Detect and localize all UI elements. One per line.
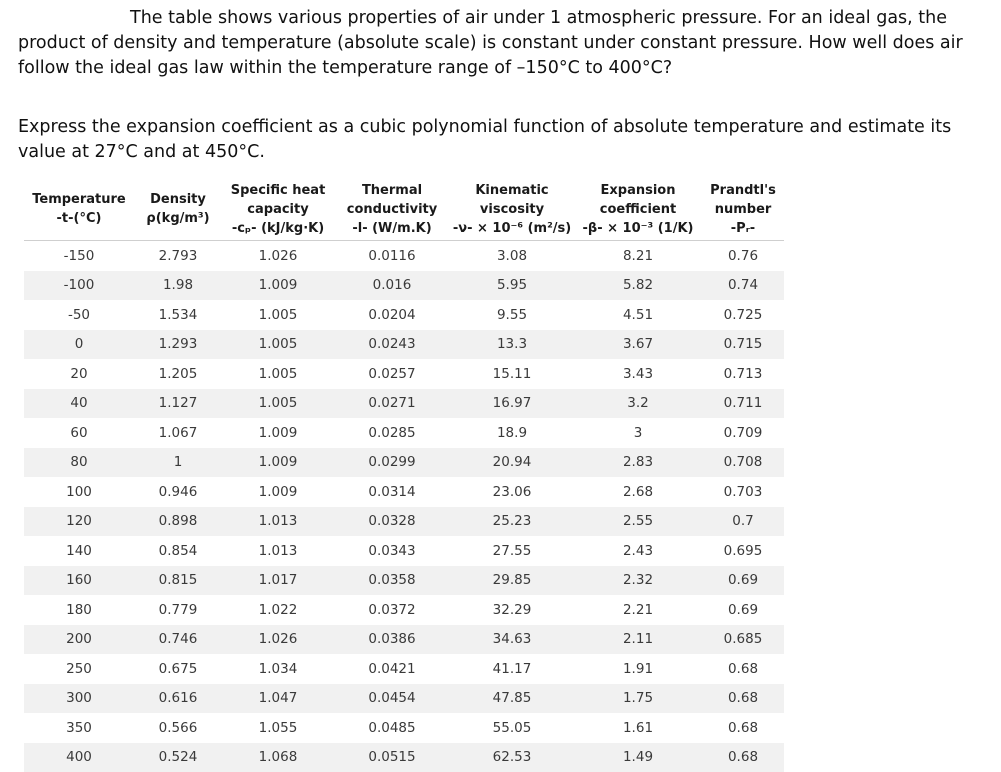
cell-specific-heat: 1.013 xyxy=(222,536,334,566)
table-row xyxy=(24,359,784,389)
cell-specific-heat: 1.009 xyxy=(222,271,334,301)
cell-density: 0.566 xyxy=(134,713,222,743)
column-header-line: -ν- × 10⁻⁶ (m²/s) xyxy=(450,219,574,238)
cell-density: 1.067 xyxy=(134,418,222,448)
cell-prandtl-number: 0.685 xyxy=(702,625,784,655)
cell-thermal-conductivity: 0.0372 xyxy=(334,595,450,625)
cell-density: 0.675 xyxy=(134,654,222,684)
cell-specific-heat: 1.026 xyxy=(222,625,334,655)
cell-kinematic-viscosity: 9.55 xyxy=(450,300,574,330)
column-header-line: -cₚ- (kJ/kg·K) xyxy=(222,219,334,238)
cell-density: 0.524 xyxy=(134,743,222,772)
cell-prandtl-number: 0.68 xyxy=(702,713,784,743)
cell-temperature: 160 xyxy=(24,566,134,596)
cell-prandtl-number: 0.68 xyxy=(702,654,784,684)
cell-density: 0.746 xyxy=(134,625,222,655)
cell-thermal-conductivity: 0.0285 xyxy=(334,418,450,448)
cell-temperature: 20 xyxy=(24,359,134,389)
cell-thermal-conductivity: 0.0485 xyxy=(334,713,450,743)
table-row xyxy=(24,743,784,772)
question-paragraph-1: The table shows various properties of air under 1 atmospheric pressure. For an ideal gas, the product of density and temperature (absolute scale) is constant under constant pressure. How well does air follow the ideal gas law within the temperature range of –150°C to 400°C? xyxy=(18,6,984,81)
column-header-line: Temperature xyxy=(24,190,134,209)
table-row xyxy=(24,595,784,625)
cell-prandtl-number: 0.76 xyxy=(702,241,784,271)
cell-specific-heat: 1.055 xyxy=(222,713,334,743)
table-row xyxy=(24,625,784,655)
cell-specific-heat: 1.005 xyxy=(222,359,334,389)
table-row xyxy=(24,507,784,537)
cell-thermal-conductivity: 0.0243 xyxy=(334,330,450,360)
cell-density: 0.815 xyxy=(134,566,222,596)
cell-kinematic-viscosity: 62.53 xyxy=(450,743,574,772)
cell-expansion-coefficient: 1.75 xyxy=(574,684,702,714)
column-header-line: viscosity xyxy=(450,200,574,219)
cell-prandtl-number: 0.695 xyxy=(702,536,784,566)
cell-temperature: 60 xyxy=(24,418,134,448)
cell-specific-heat: 1.022 xyxy=(222,595,334,625)
cell-prandtl-number: 0.69 xyxy=(702,595,784,625)
cell-specific-heat: 1.034 xyxy=(222,654,334,684)
cell-expansion-coefficient: 1.49 xyxy=(574,743,702,772)
cell-kinematic-viscosity: 41.17 xyxy=(450,654,574,684)
cell-expansion-coefficient: 3.43 xyxy=(574,359,702,389)
cell-specific-heat: 1.009 xyxy=(222,477,334,507)
table-row xyxy=(24,566,784,596)
column-header-density xyxy=(134,178,222,241)
cell-thermal-conductivity: 0.0271 xyxy=(334,389,450,419)
cell-thermal-conductivity: 0.0358 xyxy=(334,566,450,596)
cell-density: 0.946 xyxy=(134,477,222,507)
cell-temperature: 400 xyxy=(24,743,134,772)
cell-specific-heat: 1.005 xyxy=(222,330,334,360)
cell-temperature: -50 xyxy=(24,300,134,330)
cell-density: 1.293 xyxy=(134,330,222,360)
table-row xyxy=(24,418,784,448)
cell-temperature: 250 xyxy=(24,654,134,684)
cell-kinematic-viscosity: 27.55 xyxy=(450,536,574,566)
cell-temperature: 120 xyxy=(24,507,134,537)
cell-expansion-coefficient: 2.43 xyxy=(574,536,702,566)
column-header-line: Expansion xyxy=(574,181,702,200)
cell-thermal-conductivity: 0.0204 xyxy=(334,300,450,330)
cell-expansion-coefficient: 2.11 xyxy=(574,625,702,655)
cell-kinematic-viscosity: 16.97 xyxy=(450,389,574,419)
cell-specific-heat: 1.009 xyxy=(222,448,334,478)
cell-expansion-coefficient: 2.32 xyxy=(574,566,702,596)
cell-temperature: -100 xyxy=(24,271,134,301)
table-body xyxy=(24,241,784,772)
cell-expansion-coefficient: 5.82 xyxy=(574,271,702,301)
cell-thermal-conductivity: 0.0299 xyxy=(334,448,450,478)
cell-prandtl-number: 0.711 xyxy=(702,389,784,419)
cell-kinematic-viscosity: 47.85 xyxy=(450,684,574,714)
cell-temperature: 200 xyxy=(24,625,134,655)
cell-kinematic-viscosity: 15.11 xyxy=(450,359,574,389)
cell-prandtl-number: 0.715 xyxy=(702,330,784,360)
cell-temperature: 0 xyxy=(24,330,134,360)
air-properties-table xyxy=(24,178,784,772)
cell-temperature: 80 xyxy=(24,448,134,478)
cell-prandtl-number: 0.713 xyxy=(702,359,784,389)
cell-expansion-coefficient: 2.68 xyxy=(574,477,702,507)
column-header-line: -l- (W/m.K) xyxy=(334,219,450,238)
cell-kinematic-viscosity: 32.29 xyxy=(450,595,574,625)
cell-density: 1 xyxy=(134,448,222,478)
cell-thermal-conductivity: 0.0515 xyxy=(334,743,450,772)
cell-thermal-conductivity: 0.0314 xyxy=(334,477,450,507)
table-header-row xyxy=(24,178,784,241)
column-header-temperature xyxy=(24,178,134,241)
table-row xyxy=(24,448,784,478)
cell-density: 0.779 xyxy=(134,595,222,625)
cell-thermal-conductivity: 0.0116 xyxy=(334,241,450,271)
cell-density: 1.205 xyxy=(134,359,222,389)
cell-temperature: 180 xyxy=(24,595,134,625)
cell-expansion-coefficient: 2.21 xyxy=(574,595,702,625)
cell-thermal-conductivity: 0.0343 xyxy=(334,536,450,566)
column-header-line: Specific heat xyxy=(222,181,334,200)
cell-prandtl-number: 0.68 xyxy=(702,743,784,772)
cell-density: 0.616 xyxy=(134,684,222,714)
column-header-thermal-conductivity xyxy=(334,178,450,241)
cell-specific-heat: 1.026 xyxy=(222,241,334,271)
cell-specific-heat: 1.013 xyxy=(222,507,334,537)
cell-density: 2.793 xyxy=(134,241,222,271)
column-header-kinematic-viscosity xyxy=(450,178,574,241)
cell-density: 1.98 xyxy=(134,271,222,301)
cell-temperature: 140 xyxy=(24,536,134,566)
question-paragraph-2: Express the expansion coefficient as a cubic polynomial function of absolute temperature and estimate its value at 27°C and at 450°C. xyxy=(18,115,984,165)
table-row xyxy=(24,713,784,743)
column-header-line: ρ(kg/m³) xyxy=(134,209,222,228)
table-row xyxy=(24,300,784,330)
table-row xyxy=(24,330,784,360)
table-row xyxy=(24,271,784,301)
column-header-prandtl-number xyxy=(702,178,784,241)
cell-expansion-coefficient: 1.61 xyxy=(574,713,702,743)
table-row xyxy=(24,389,784,419)
table-row xyxy=(24,654,784,684)
cell-specific-heat: 1.009 xyxy=(222,418,334,448)
cell-specific-heat: 1.047 xyxy=(222,684,334,714)
column-header-line: -Pᵣ- xyxy=(702,219,784,238)
cell-prandtl-number: 0.68 xyxy=(702,684,784,714)
cell-density: 1.127 xyxy=(134,389,222,419)
table-row xyxy=(24,536,784,566)
column-header-expansion-coefficient xyxy=(574,178,702,241)
cell-expansion-coefficient: 2.83 xyxy=(574,448,702,478)
column-header-line: number xyxy=(702,200,784,219)
cell-specific-heat: 1.005 xyxy=(222,300,334,330)
cell-expansion-coefficient: 2.55 xyxy=(574,507,702,537)
cell-kinematic-viscosity: 13.3 xyxy=(450,330,574,360)
cell-prandtl-number: 0.708 xyxy=(702,448,784,478)
cell-prandtl-number: 0.74 xyxy=(702,271,784,301)
cell-temperature: 350 xyxy=(24,713,134,743)
column-header-specific-heat xyxy=(222,178,334,241)
cell-density: 0.898 xyxy=(134,507,222,537)
column-header-line: Prandtl's xyxy=(702,181,784,200)
cell-expansion-coefficient: 1.91 xyxy=(574,654,702,684)
cell-thermal-conductivity: 0.0421 xyxy=(334,654,450,684)
cell-kinematic-viscosity: 55.05 xyxy=(450,713,574,743)
cell-density: 1.534 xyxy=(134,300,222,330)
cell-expansion-coefficient: 3 xyxy=(574,418,702,448)
cell-kinematic-viscosity: 3.08 xyxy=(450,241,574,271)
cell-thermal-conductivity: 0.0454 xyxy=(334,684,450,714)
cell-kinematic-viscosity: 34.63 xyxy=(450,625,574,655)
column-header-line: Kinematic xyxy=(450,181,574,200)
cell-expansion-coefficient: 3.67 xyxy=(574,330,702,360)
cell-prandtl-number: 0.69 xyxy=(702,566,784,596)
cell-kinematic-viscosity: 25.23 xyxy=(450,507,574,537)
cell-prandtl-number: 0.709 xyxy=(702,418,784,448)
cell-specific-heat: 1.068 xyxy=(222,743,334,772)
cell-specific-heat: 1.005 xyxy=(222,389,334,419)
column-header-line: -t-(°C) xyxy=(24,209,134,228)
cell-temperature: 40 xyxy=(24,389,134,419)
cell-prandtl-number: 0.703 xyxy=(702,477,784,507)
column-header-line: Density xyxy=(134,190,222,209)
column-header-line: capacity xyxy=(222,200,334,219)
cell-kinematic-viscosity: 23.06 xyxy=(450,477,574,507)
column-header-line: -β- × 10⁻³ (1/K) xyxy=(574,219,702,238)
cell-temperature: -150 xyxy=(24,241,134,271)
cell-kinematic-viscosity: 5.95 xyxy=(450,271,574,301)
cell-kinematic-viscosity: 20.94 xyxy=(450,448,574,478)
cell-thermal-conductivity: 0.016 xyxy=(334,271,450,301)
cell-prandtl-number: 0.725 xyxy=(702,300,784,330)
column-header-line: coefficient xyxy=(574,200,702,219)
cell-expansion-coefficient: 4.51 xyxy=(574,300,702,330)
cell-expansion-coefficient: 3.2 xyxy=(574,389,702,419)
cell-temperature: 300 xyxy=(24,684,134,714)
column-header-line: Thermal xyxy=(334,181,450,200)
table-row xyxy=(24,477,784,507)
cell-density: 0.854 xyxy=(134,536,222,566)
cell-thermal-conductivity: 0.0386 xyxy=(334,625,450,655)
cell-kinematic-viscosity: 18.9 xyxy=(450,418,574,448)
cell-expansion-coefficient: 8.21 xyxy=(574,241,702,271)
table-row xyxy=(24,241,784,271)
cell-temperature: 100 xyxy=(24,477,134,507)
table-row xyxy=(24,684,784,714)
cell-prandtl-number: 0.7 xyxy=(702,507,784,537)
cell-thermal-conductivity: 0.0328 xyxy=(334,507,450,537)
cell-kinematic-viscosity: 29.85 xyxy=(450,566,574,596)
column-header-line: conductivity xyxy=(334,200,450,219)
cell-thermal-conductivity: 0.0257 xyxy=(334,359,450,389)
cell-specific-heat: 1.017 xyxy=(222,566,334,596)
